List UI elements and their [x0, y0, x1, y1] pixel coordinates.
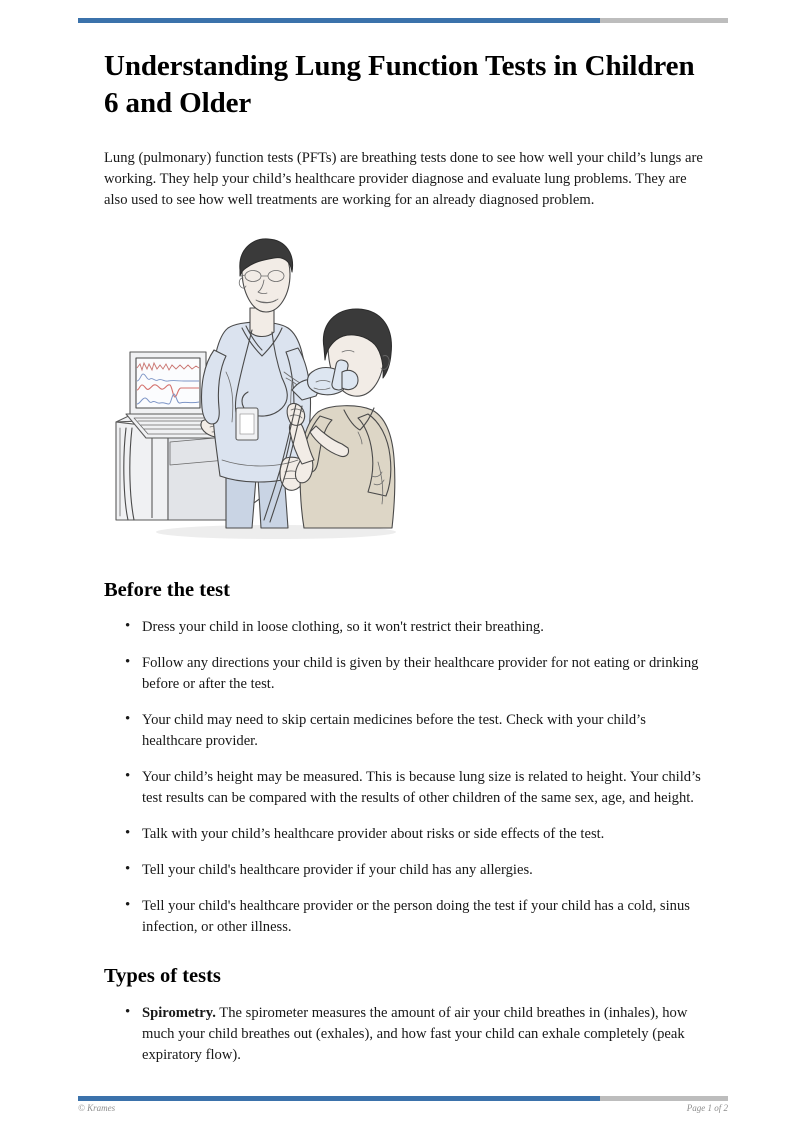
child-spirometry-test-illustration: [106, 232, 426, 550]
document-body: [104, 48, 704, 1066]
list-item: • Dress your child in loose clothing, so it won't restrict their breathing.: [142, 617, 704, 638]
intro-paragraph: Lung (pulmonary) function tests (PFTs) are breathing tests done to see how well your child’s lungs are working. They help your child’s healthcare provider diagnose and evaluate lung problems. They are also used to see how well treatments are working for an already diagnosed problem.: [104, 150, 703, 208]
types-of-tests-list: [104, 1003, 704, 1066]
header-rule: [78, 18, 728, 23]
before-the-test-list: [104, 617, 704, 938]
page-footer: [78, 1103, 728, 1113]
list-item: • Tell your child's healthcare provider if your child has any allergies.: [142, 860, 704, 881]
header-rule-gray-segment: [600, 18, 728, 23]
footer-rule-blue-segment: [78, 1096, 600, 1101]
footer-rule-gray-segment: [600, 1096, 728, 1101]
list-item: • Your child’s height may be measured. This is because lung size is related to height. Your child’s test results can be compared with the results of other children of the same sex, age, and height.: [142, 767, 704, 809]
list-item: [142, 1003, 704, 1066]
list-item-lead: Spirometry.: [142, 1004, 216, 1021]
list-item: • Tell your child's healthcare provider or the person doing the test if your child has a cold, sinus infection, or other illness.: [142, 896, 704, 938]
illustration-figure: [106, 232, 426, 550]
footer-rule: [78, 1096, 728, 1101]
section-heading-types-of-tests: Types of tests: [104, 964, 221, 987]
list-item-text: The spirometer measures the amount of air your child breathes in (inhales), how much your child breathes out (exhales), and how fast your child can exhale completely (peak expiratory flow).: [142, 1004, 688, 1063]
list-item: • Your child may need to skip certain medicines before the test. Check with your child’s healthcare provider.: [142, 710, 704, 752]
page-title: Understanding Lung Function Tests in Children 6 and Older: [104, 50, 695, 120]
list-item: • Talk with your child’s healthcare provider about risks or side effects of the test.: [142, 824, 704, 845]
footer-page-number: Page 1 of 2: [686, 1103, 728, 1113]
footer-copyright: © Krames: [78, 1103, 116, 1113]
header-rule-blue-segment: [78, 18, 600, 23]
list-item: • Follow any directions your child is given by their healthcare provider for not eating or drinking before or after the test.: [142, 653, 704, 695]
section-heading-before-the-test: Before the test: [104, 579, 230, 602]
